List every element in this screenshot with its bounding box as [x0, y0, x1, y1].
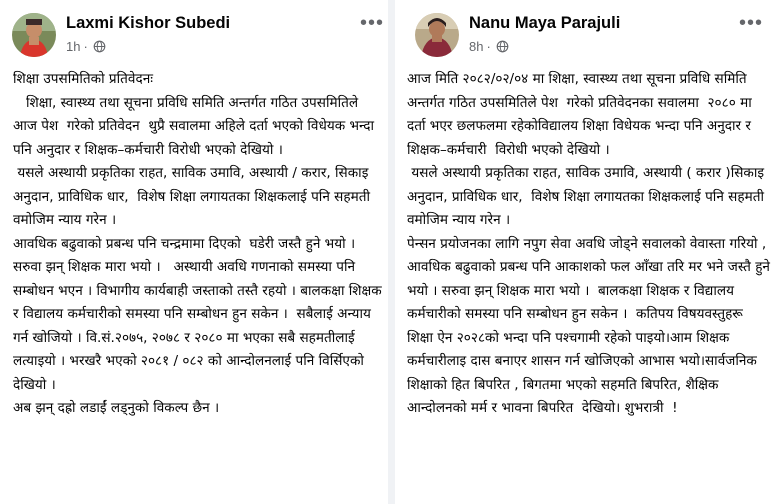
post-header: [0, 0, 388, 66]
post-body: शिक्षा उपसमितिको प्रतिवेदनः शिक्षा, स्वास्थ्य तथा सूचना प्रविधि समिति अन्तर्गत गठित उपसमितिले आज पेश गरेको प्रतिवेदन थुप्रै सवालमा अहिले दर्ता भएको विधेयक भन्दा पनि अनुदार र शिक्षक–कर्मचारी विरोधी भएको देखियो । यसले अस्थायी प्रकृतिका राहत, साविक उमावि, अस्थायी / करार, सिकाइ अनुदान, प्राविधिक धार, विशेष शिक्षा लगायतका शिक्षकलाई पनि सहमती वमोजिम न्याय गरेन । आवधिक बढुवाको प्रबन्ध पनि चन्द्रमामा दिएको घडेरी जस्तै हुने भयो । सरुवा झन् शिक्षक मारा भयो । अस्थायी अवधि गणनाको समस्या पनि सम्बोधन भएन । विभागीय कार्यबाही जस्ताको तस्तै रहयो । बालकक्षा शिक्षक र विद्यालय कर्मचारीको समस्या पनि सम्बोधन हुन सकेन । सबैलाई अन्याय गर्न खोजियो । वि.सं.२०७५, २०७८ र २०८० मा भएका सबै सहमतीलाई लत्याइयो । भरखरै भएको २०८१ / ०८२ को आन्दोलनलाई पनि विर्सिएको देखियो । अब झन् दह्रो लडाईं लड्नुको विकल्प छैन ।: [13, 71, 382, 416]
author-name[interactable]: Laxmi Kishor Subedi: [66, 14, 231, 32]
post-meta: 1h ·: [66, 39, 106, 54]
post-meta: 8h ·: [469, 39, 509, 54]
post-card: [0, 0, 388, 504]
post-header: [395, 0, 777, 66]
more-options-icon[interactable]: •••: [360, 12, 385, 34]
feed-divider: [388, 0, 395, 504]
avatar-image: [12, 13, 56, 57]
avatar[interactable]: [415, 13, 459, 57]
post-time[interactable]: 1h: [66, 39, 81, 54]
author-name[interactable]: Nanu Maya Parajuli: [469, 14, 621, 32]
more-options-icon[interactable]: •••: [738, 12, 763, 34]
post-body: आज मिति २०८२/०२/०४ मा शिक्षा, स्वास्थ्य तथा सूचना प्रविधि समिति अन्तर्गत गठित उपसमितिले पेश गरेको प्रतिवेदनका सवालमा २०८० मा दर्ता भएर छलफलमा रहेकोविद्यालय शिक्षा विधेयक भन्दा पनि अनुदार र शिक्षक–कर्मचारी विरोधी भएको देखियो । यसले अस्थायी प्रकृतिका राहत, साविक उमावि, अस्थायी ( करार )सिकाइ अनुदान, प्राविधिक धार, विशेष शिक्षा लगायतका शिक्षकलाई पनि सहमती वमोजिम न्याय गरेन । पेन्सन प्रयोजनका लागि नपुग सेवा अवधि जोड्ने सवालको वेवास्ता गरियो , आवधिक बढुवाको प्रबन्ध पनि आकाशको फल आँखा तरि मर भने जस्तै हुने भयो । सरुवा झन् शिक्षक मारा भयो । बालकक्षा शिक्षक र विद्यालय कर्मचारीको समस्या पनि सम्बोधन हुन सकेन । कतिपय विषयवस्तुहरू शिक्षा ऐन २०२८को भन्दा पनि पश्चगामी रहेको पाइयो।आम शिक्षक कर्मचारीलाइ दास बनाएर शासन गर्न खोजिएको आभास भयो।सार्वजनिक शिक्षाको हित बिपरित , बिगतमा भएको सहमति बिपरित, शैक्षिक आन्दोलनको मर्म र भावना बिपरित देखियो। शुभरात्री !: [407, 71, 770, 416]
post-card: [395, 0, 777, 504]
avatar[interactable]: [12, 13, 56, 57]
avatar-image: [415, 13, 459, 57]
post-time[interactable]: 8h: [469, 39, 484, 54]
globe-icon: [93, 40, 106, 53]
globe-icon: [496, 40, 509, 53]
